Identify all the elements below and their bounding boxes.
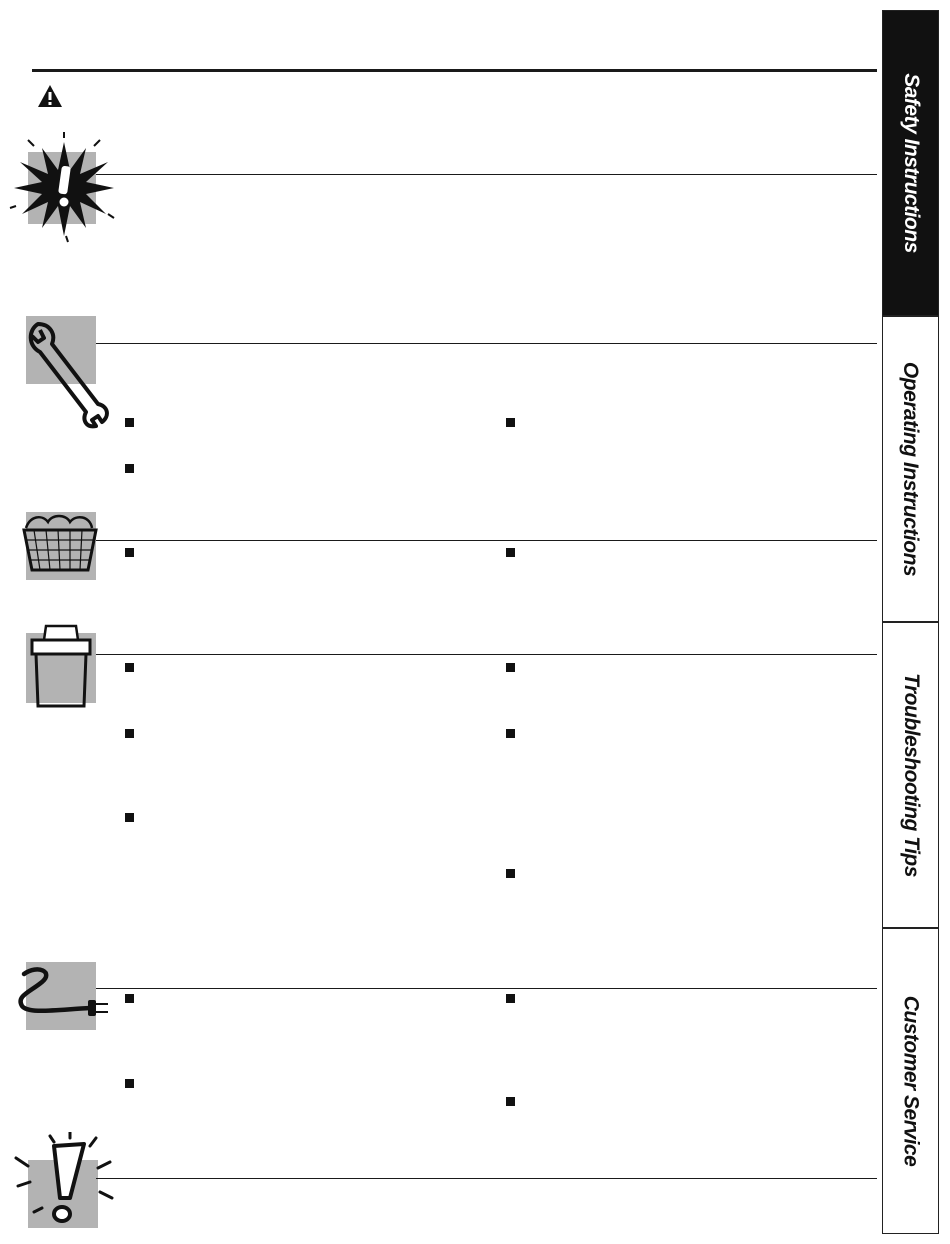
power-cord-icon (14, 962, 110, 1022)
tab-label: Operating Instructions (899, 361, 923, 577)
tab-customer-service[interactable] (882, 928, 939, 1234)
bullet (125, 548, 134, 557)
warning-triangle-icon (37, 84, 63, 108)
bullet (125, 464, 134, 473)
bullet (506, 548, 515, 557)
tab-label: Troubleshooting Tips (899, 673, 923, 877)
bullet (506, 994, 515, 1003)
bullet (125, 813, 134, 822)
section-rule-3 (96, 540, 877, 541)
bullet (125, 729, 134, 738)
tab-safety-instructions[interactable] (882, 10, 939, 316)
bullet (125, 994, 134, 1003)
bullet (125, 1079, 134, 1088)
tab-label: Safety Instructions (899, 73, 923, 253)
wrench-icon (26, 316, 118, 430)
bullet (506, 729, 515, 738)
explosion-icon (8, 132, 120, 244)
washer-icon (28, 622, 96, 710)
caution-exclamation-icon (14, 1132, 118, 1232)
section-rule-1 (96, 174, 877, 175)
bullet (506, 1097, 515, 1106)
section-rule-6 (96, 1178, 877, 1179)
laundry-basket-icon (20, 512, 100, 576)
section-rule-2 (96, 343, 877, 344)
bullet (125, 663, 134, 672)
tab-troubleshooting-tips[interactable] (882, 622, 939, 928)
bullet (125, 418, 134, 427)
bullet (506, 869, 515, 878)
tab-operating-instructions[interactable] (882, 316, 939, 622)
bullet (506, 418, 515, 427)
section-rule-5 (96, 988, 877, 989)
bullet (506, 663, 515, 672)
tab-label: Customer Service (899, 995, 923, 1167)
header-rule (32, 69, 877, 72)
section-rule-4 (96, 654, 877, 655)
